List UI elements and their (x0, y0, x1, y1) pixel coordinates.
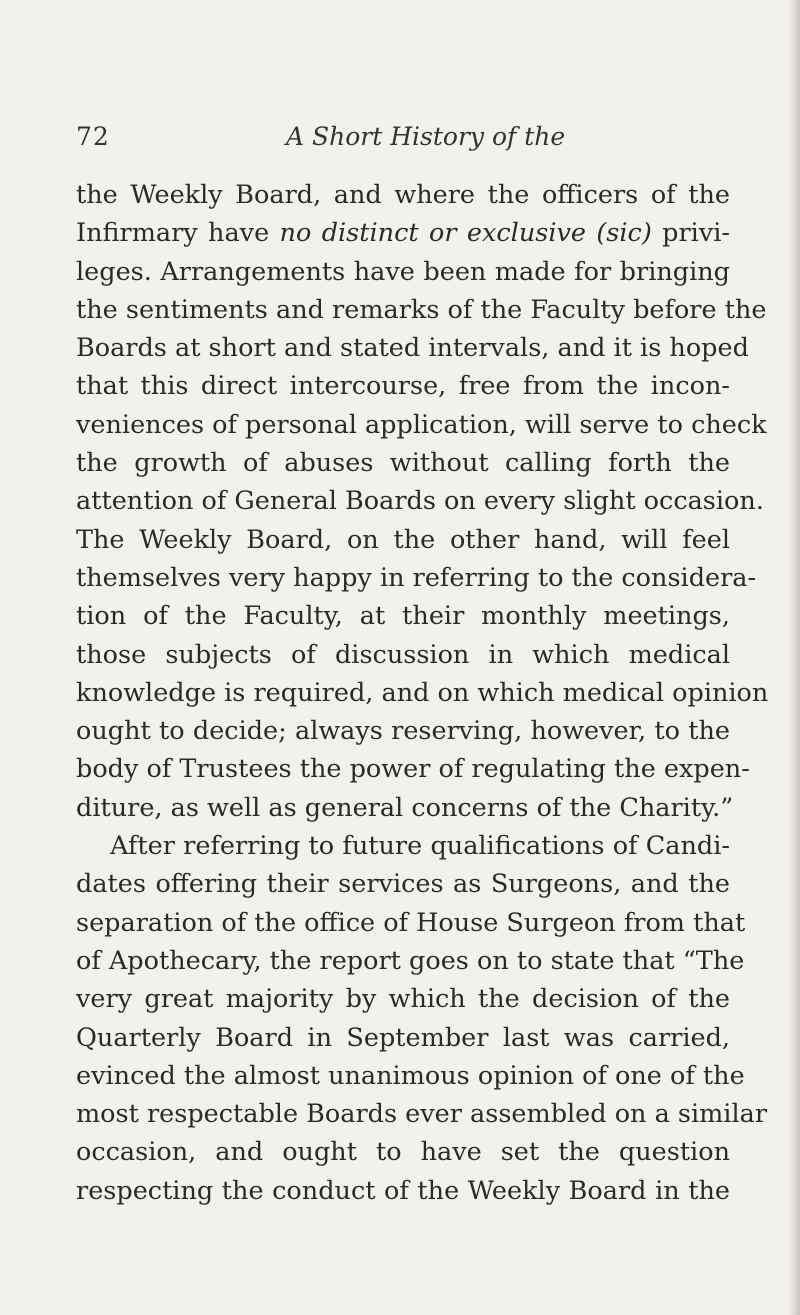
text-line: the Weekly Board, and where the officers of the (76, 180, 730, 210)
text-line: of Apothecary, the report goes on to state that “The (76, 945, 745, 976)
text-line-with-italic (76, 214, 730, 252)
page-edge-shadow (788, 0, 800, 1315)
text-line: separation of the office of House Surgeon from that (76, 907, 746, 938)
text-segment: Infirmary have (76, 218, 280, 249)
text-line: Quarterly Board in September last was carried, (76, 1022, 730, 1053)
text-line: Boards at short and stated intervals, and it is hoped (76, 333, 749, 364)
text-line: diture, as well as general concerns of the Charity.” (76, 792, 734, 823)
text-line: The Weekly Board, on the other hand, will feel (76, 524, 730, 555)
text-line: those subjects of discussion in which medical (76, 639, 730, 670)
text-line: veniences of personal application, will serve to check (76, 409, 767, 440)
page-number: 72 (76, 122, 110, 151)
text-line: most respectable Boards ever assembled on a similar (76, 1099, 768, 1130)
text-segment: privi- (651, 218, 731, 249)
text-line: evinced the almost unanimous opinion of one of the (76, 1060, 745, 1091)
text-line: leges. Arrangements have been made for bringing (76, 256, 730, 287)
text-line: respecting the conduct of the Weekly Board in the (76, 1175, 730, 1206)
text-line: dates offering their services as Surgeons, and the (76, 869, 730, 900)
text-line: very great majority by which the decision of the (76, 984, 730, 1015)
body-text (76, 176, 769, 1210)
text-line: knowledge is required, and on which medical opinion (76, 677, 769, 708)
text-line: ought to decide; always reserving, however, to the (76, 716, 730, 747)
text-line: the sentiments and remarks of the Faculty before the (76, 294, 767, 325)
text-line: tion of the Faculty, at their monthly meetings, (76, 601, 730, 632)
text-line: occasion, and ought to have set the question (76, 1137, 730, 1168)
running-head: A Short History of the (286, 122, 566, 151)
text-line: that this direct intercourse, free from the incon- (76, 371, 730, 402)
text-line: attention of General Boards on every slight occasion. (76, 486, 764, 517)
text-line: the growth of abuses without calling forth the (76, 448, 730, 479)
page-header (76, 122, 726, 162)
text-line: body of Trustees the power of regulating the expen- (76, 754, 750, 785)
text-line: themselves very happy in referring to the considera- (76, 562, 757, 593)
italic-phrase: no distinct or exclusive (sic) (279, 218, 652, 249)
paragraph-start-line: After referring to future qualifications of Candi- (110, 831, 730, 862)
